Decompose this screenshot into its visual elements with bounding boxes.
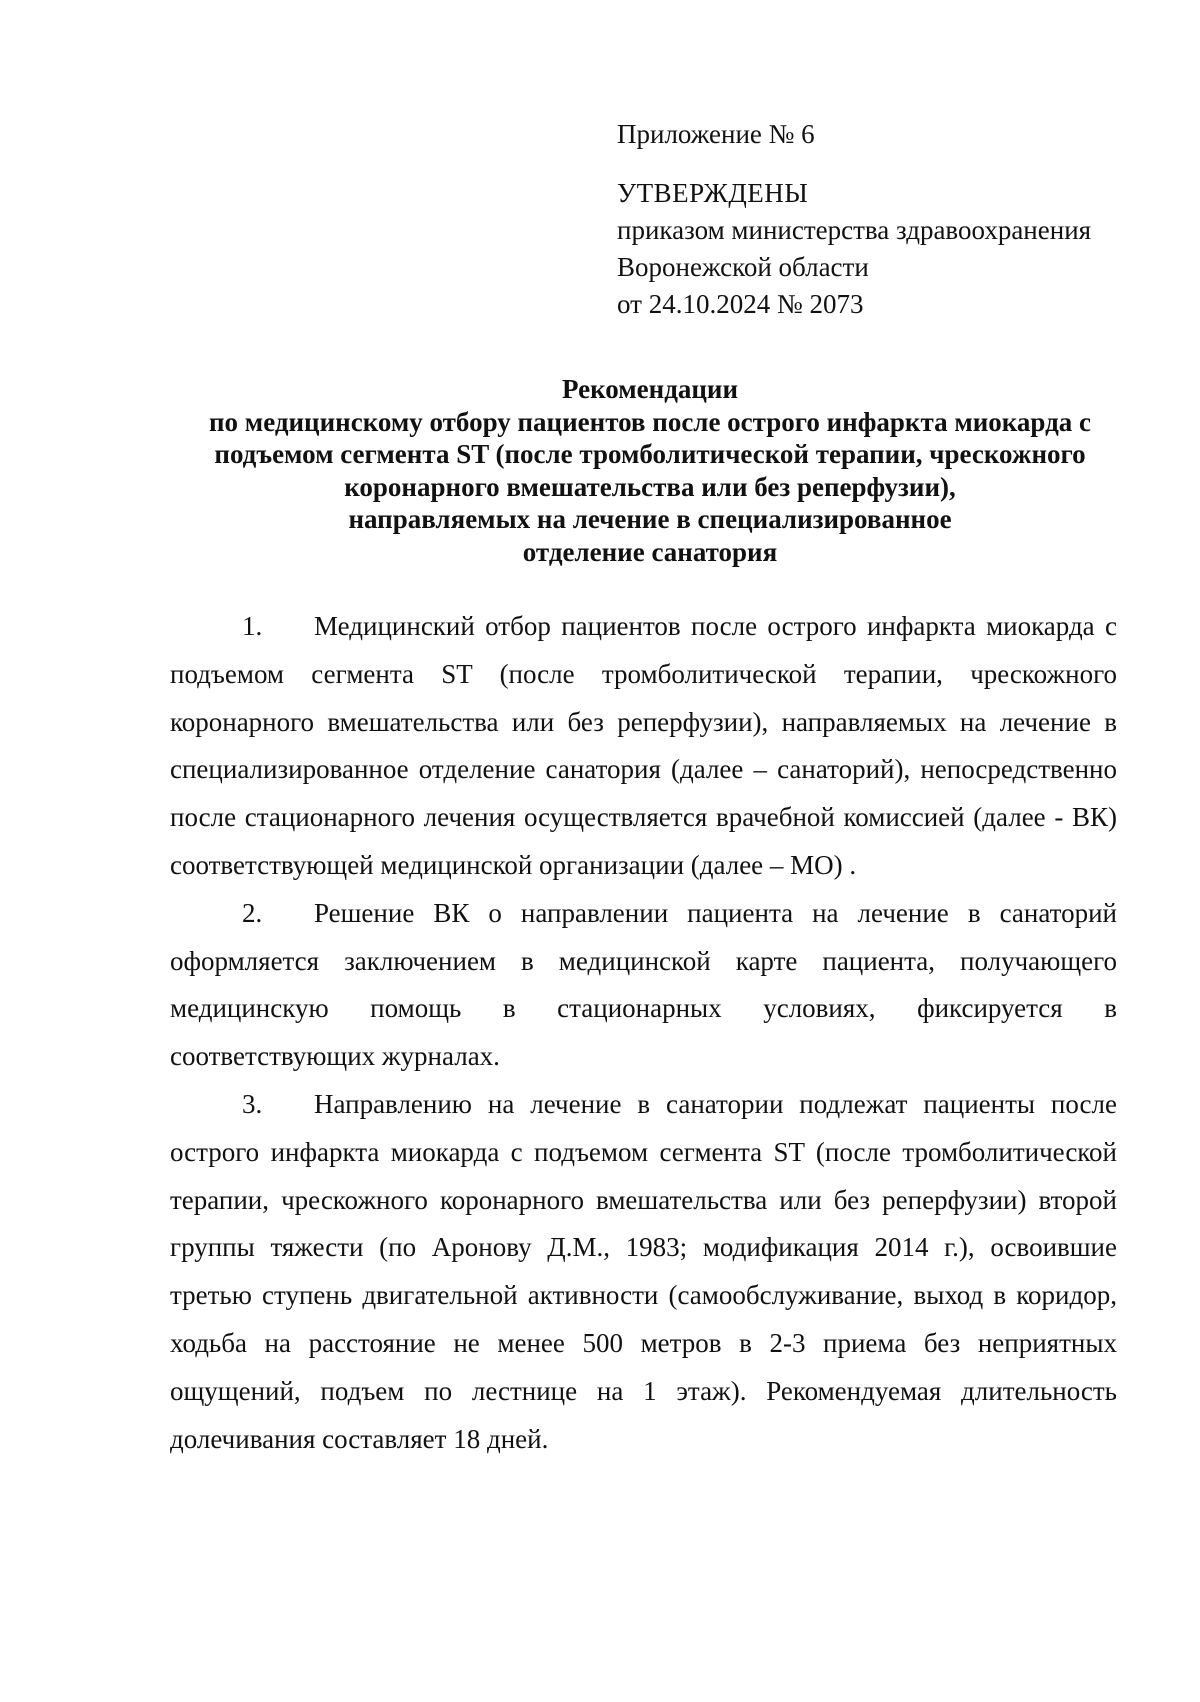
paragraph-number: 3. bbox=[242, 1088, 263, 1119]
title-line: отделение санатория bbox=[522, 536, 778, 567]
document-body bbox=[170, 603, 1117, 1463]
annex-number: Приложение № 6 bbox=[617, 119, 815, 149]
order-date-number: от 24.10.2024 № 2073 bbox=[617, 289, 864, 319]
paragraph-text: Направлению на лечение в санатории подлежат пациенты после острого инфаркта миокарда с подъемом сегмента ST (после тромболитической терапии, чрескожного коронарного вмешательства или без реперфузии) второй группы тяжести (по Аронову Д.М., 1983; модификация 2014 г.), освоившие третью ступень двигательной активности (самообслуживание, выход в коридор, ходьба на расстояние не менее 500 метров в 2-3 приема без неприятных ощущений, подъем по лестнице на 1 этаж). Рекомендуемая длительность долечивания составляет 18 дней. bbox=[170, 1088, 1117, 1454]
paragraph-text: Медицинский отбор пациентов после острого инфаркта миокарда с подъемом сегмента ST (после тромболитической терапии, чрескожного коронарного вмешательства или без реперфузии), направляемых на лечение в специализированное отделение санатория (далее – санаторий), непосредственно после стационарного лечения осуществляется врачебной комиссией (далее - ВК) соответствующей медицинской организации (далее – МО) . bbox=[170, 611, 1117, 880]
order-issuer: приказом министерства здравоохранения bbox=[617, 215, 1092, 245]
paragraph-number: 1. bbox=[242, 611, 263, 641]
document-title bbox=[140, 373, 1160, 568]
title-line: Рекомендации bbox=[561, 374, 739, 404]
numbered-paragraph bbox=[170, 603, 1117, 890]
paragraph-text: Решение ВК о направлении пациента на лечение в санаторий оформляется заключением в медицинской карте пациента, получающего медицинскую помощь в стационарных условиях, фиксируется в соответствующих журналах. bbox=[170, 897, 1117, 1072]
numbered-paragraph bbox=[170, 1081, 1117, 1463]
spacer bbox=[617, 153, 1157, 175]
title-line: коронарного вмешательства или без реперфузии), bbox=[344, 471, 956, 502]
title-line: подъемом сегмента ST (после тромболитической терапии, чрескожного bbox=[214, 439, 1086, 469]
order-region: Воронежской области bbox=[617, 252, 869, 282]
approval-block bbox=[617, 116, 1157, 323]
paragraph-number: 2. bbox=[242, 897, 263, 928]
title-line: направляемых на лечение в специализированное bbox=[348, 504, 952, 534]
title-line: по медицинскому отбору пациентов после острого инфаркта миокарда с bbox=[209, 406, 1091, 437]
approved-heading: УТВЕРЖДЕНЫ bbox=[617, 178, 809, 208]
numbered-paragraph bbox=[170, 890, 1117, 1081]
